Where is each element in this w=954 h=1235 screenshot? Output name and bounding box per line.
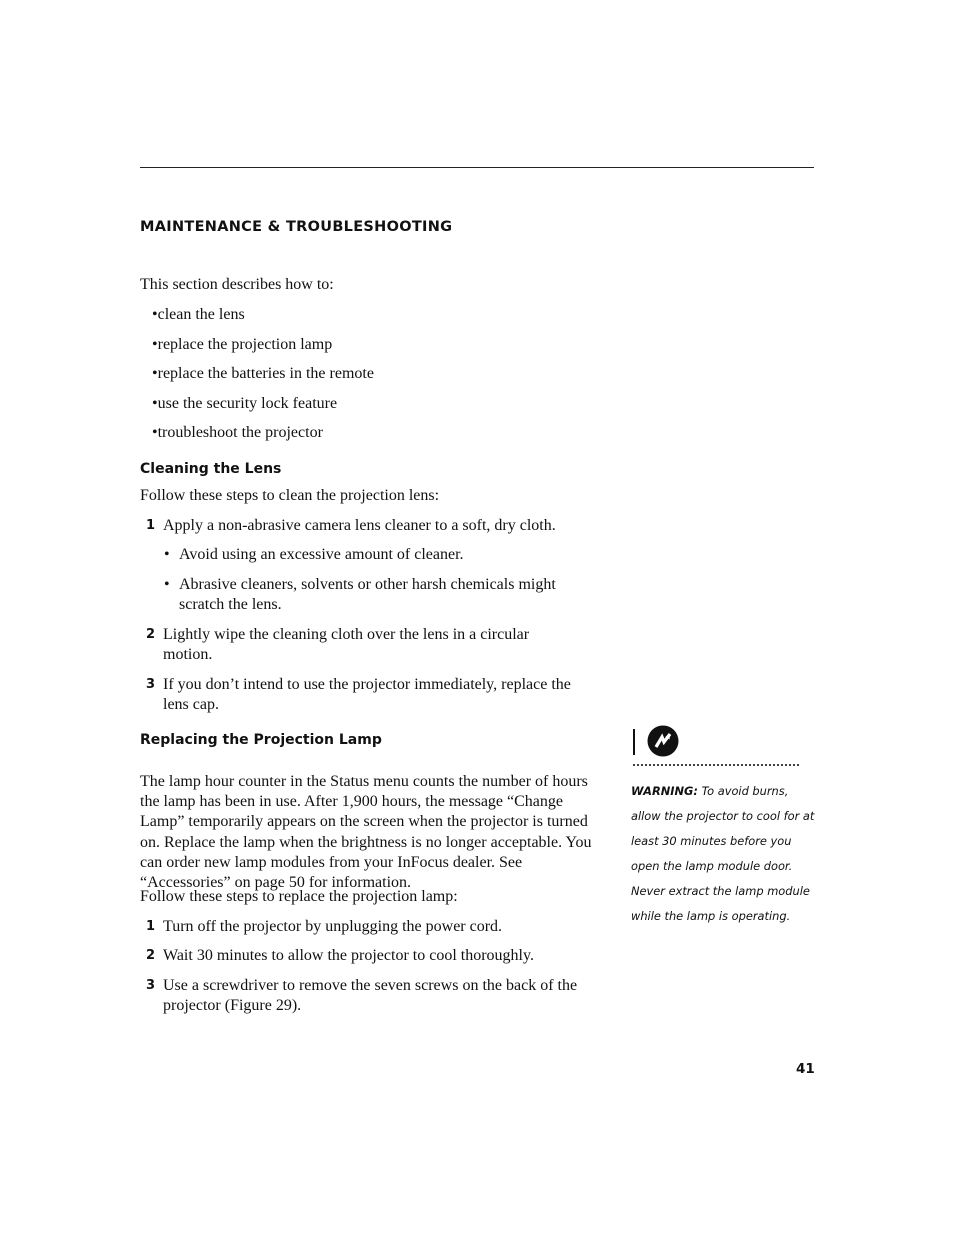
sub-bullet-text: Abrasive cleaners, solvents or other harsh chemicals might scratch the lens. — [179, 576, 556, 614]
sub-bullet-text: Avoid using an excessive amount of cleaner. — [179, 546, 464, 563]
lamp-paragraph: The lamp hour counter in the Status menu counts the number of hours the lamp has been in use. After 1,900 hours, the message “Change Lamp” temporarily appears on the screen when the projector is turned on. Replace the lamp when the brightness is no longer acceptable. You can order new lamp modules from your InFocus dealer. See “Accessories” on page 50 for information. — [140, 773, 592, 892]
step-text: Wait 30 minutes to allow the projector to cool thoroughly. — [163, 947, 534, 964]
step-text: Turn off the projector by unplugging the power cord. — [163, 918, 503, 935]
step-text: Apply a non-abrasive camera lens cleaner to a soft, dry cloth. — [163, 517, 556, 534]
header-rule — [140, 167, 814, 168]
step-number: 2 — [146, 948, 156, 963]
lightning-warning-icon — [647, 725, 679, 757]
lamp-heading: Replacing the Projection Lamp — [140, 732, 382, 748]
list-item: •replace the batteries in the remote — [152, 365, 374, 382]
lamp-lead: Follow these steps to replace the projection lamp: — [140, 888, 458, 905]
step-number: 1 — [146, 919, 156, 934]
page-number: 41 — [796, 1061, 815, 1077]
section-title: MAINTENANCE & TROUBLESHOOTING — [140, 219, 453, 235]
warning-divider — [633, 764, 799, 770]
step-text: Lightly wipe the cleaning cloth over the lens in a circular motion. — [163, 626, 530, 664]
list-item: •use the security lock feature — [152, 395, 338, 412]
cleaning-lead: Follow these steps to clean the projection lens: — [140, 487, 440, 504]
warning-body: To avoid burns, allow the projector to cool for at least 30 minutes before you open the lamp module door. Never extract the lamp module while the lamp is operating. — [631, 784, 815, 923]
intro-text: This section describes how to: — [140, 276, 334, 293]
step-text: If you don’t intend to use the projector immediately, replace the lens cap. — [163, 676, 571, 714]
list-item: •replace the projection lamp — [152, 336, 333, 353]
warning-text — [631, 779, 817, 929]
warning-label: WARNING: — [631, 784, 698, 798]
warning-bar — [633, 729, 635, 755]
cleaning-heading: Cleaning the Lens — [140, 461, 282, 477]
step-text: Use a screwdriver to remove the seven screws on the back of the projector (Figure 29). — [163, 977, 578, 1015]
list-item: •troubleshoot the projector — [152, 424, 323, 441]
step-number: 2 — [146, 627, 156, 642]
step-number: 3 — [146, 978, 156, 993]
step-number: 3 — [146, 677, 156, 692]
list-item: •clean the lens — [152, 306, 245, 323]
step-number: 1 — [146, 518, 156, 533]
